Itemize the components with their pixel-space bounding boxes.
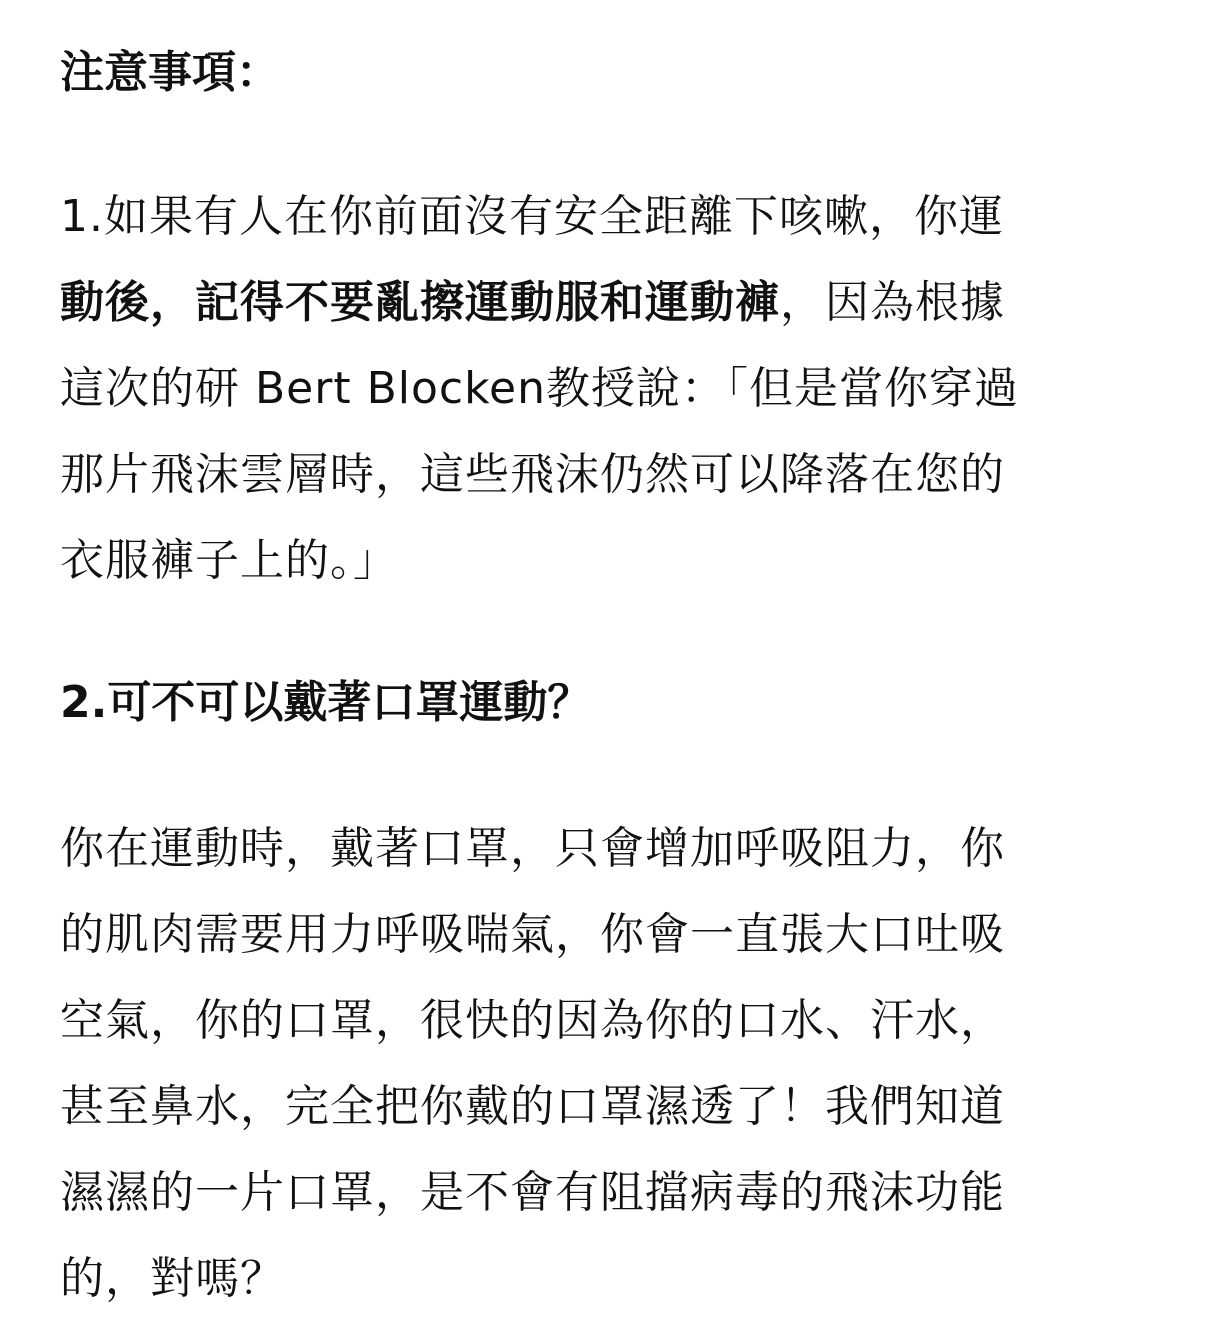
point-1-line-4: 那片飛沫雲層時，這些飛沫仍然可以降落在您的 [60,449,1005,500]
answer-2-line-3: 空氣，你的口罩，很快的因為你的口水、汗水， [60,995,1005,1046]
point-1-line-2-rest: ，因為根據 [780,277,1005,328]
point-1-line-5: 衣服褲子上的。」 [60,535,398,586]
answer-2-line-4: 甚至鼻水，完全把你戴的口罩濕透了！我們知道 [60,1081,1005,1132]
notes-heading: 注意事項： [60,47,280,98]
point-1-line-2 [60,260,1160,346]
point-1-line-3: 這次的研 Bert Blocken教授說：「但是當你穿過 [60,363,1019,414]
answer-2-paragraph [60,806,1160,1322]
point-1-line-1: 1.如果有人在你前面沒有安全距離下咳嗽，你運 [60,191,1004,242]
question-2-heading: 2.可不可以戴著口罩運動？ [60,677,592,728]
answer-2-line-2: 的肌肉需要用力呼吸喘氣，你會一直張大口吐吸 [60,909,1005,960]
answer-2-line-1: 你在運動時，戴著口罩，只會增加呼吸阻力，你 [60,823,1005,874]
answer-2-line-6: 的，對嗎？ [60,1253,285,1304]
point-1-paragraph [60,174,1160,604]
answer-2-line-5: 濕濕的一片口罩，是不會有阻擋病毒的飛沫功能 [60,1167,1005,1218]
point-1-emphasis: 動後，記得不要亂擦運動服和運動褲 [60,277,780,328]
